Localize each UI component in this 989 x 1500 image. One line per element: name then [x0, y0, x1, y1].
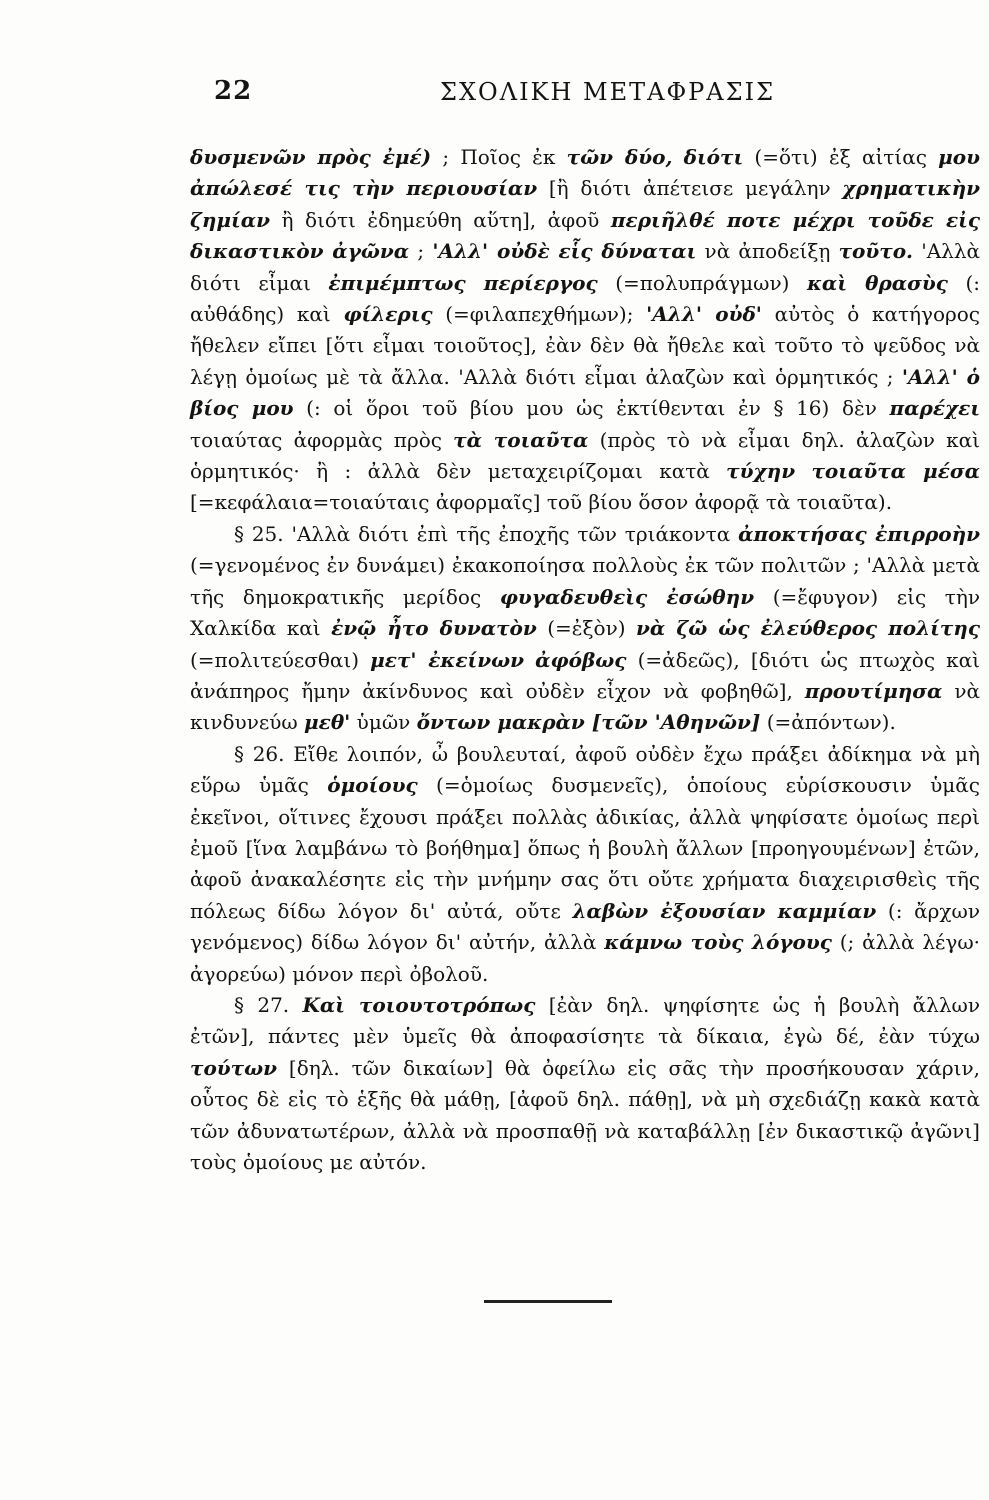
- bold-phrase: μετ' ἐκείνων: [370, 647, 525, 672]
- text-run: (=φιλαπεχθήμων);: [432, 302, 647, 327]
- bold-phrase: κάμνω τοὺς λόγους: [604, 930, 832, 955]
- text-run: § 27.: [234, 992, 303, 1017]
- text-run: § 26. Εἴθε λοιπόν, ὦ βουλευταί, ἀφοῦ οὐδὲν ἔχω πράξει ἀδίκημα νὰ μὴ εὕρω ὑμᾶς: [190, 741, 980, 798]
- text-run: (=πολιτεύεσθαι): [190, 647, 371, 672]
- bold-phrase: λαβὼν ἐξουσίαν καμμίαν: [572, 898, 877, 923]
- text-run: [524, 648, 535, 672]
- bold-phrase: δυσμενῶν πρὸς ἐμέ): [190, 145, 432, 169]
- bold-phrase: 'Αλλ' οὐδ': [646, 302, 762, 327]
- bold-phrase: φυγαδευθεὶς ἐσώθην: [499, 584, 755, 609]
- text-run: ἢ διότι ἐδημεύθη αὕτη], ἀφοῦ: [269, 207, 611, 232]
- bold-phrase: παρέχει: [889, 396, 980, 421]
- text-run: αὐτὸς ὁ κατήγορος ἤθελεν εἴπει [ὅτι εἶμαι τοιοῦτος], ἐὰν δὲν θὰ ἤθελε καὶ τοῦτο τὸ ψεῦδος νὰ λέγῃ ὁμοίως μὲ τὰ ἄλλα. 'Αλλὰ διότι εἶμαι ἀλαζὼν καὶ ὁρμητικός ;: [190, 302, 980, 389]
- bold-phrase: τῶν δύο,: [566, 145, 673, 169]
- running-title: ΣΧΟΛΙΚΗ ΜΕΤΑΦΡΑΣΙΣ: [440, 78, 776, 106]
- text-run: ;: [409, 239, 433, 264]
- bold-phrase: διότι: [683, 145, 744, 169]
- bold-phrase: ὁμοίους: [327, 773, 418, 798]
- page-header: [0, 76, 989, 116]
- bold-phrase: φίλερις: [343, 302, 433, 327]
- paragraph-26: [190, 739, 980, 990]
- text-run: (; ἀλλὰ λέγω· ἀγορεύω) μόνον περὶ ὀβολοῦ.: [190, 930, 980, 986]
- bold-phrase: ἐνῷ ἦτο δυνατὸν: [331, 616, 537, 641]
- page-number: 22: [214, 76, 253, 106]
- text-run: [=κεφάλαια=τοιαύταις ἀφορμαῖς] τοῦ βίου ὅσον ἀφορᾷ τὰ τοιαῦτα).: [190, 490, 893, 515]
- text-run: (=γενομένος ἐν δυνάμει) ἐκακοποίησα πολλοὺς ἐκ τῶν πολιτῶν ; 'Αλλὰ μετὰ τῆς δημοκρατικῆς μερίδος: [190, 553, 980, 609]
- text-run: νὰ κινδυνεύω: [190, 678, 980, 735]
- text-run: νὰ ἀποδείξῃ: [696, 239, 839, 264]
- bold-phrase: τὰ τοιαῦτα: [453, 427, 589, 452]
- bold-phrase: τοῦτο.: [838, 239, 913, 264]
- text-run: (=ὅτι) ἐξ αἰτίας: [743, 145, 939, 169]
- bold-phrase: μου ἀπώλεσέ τις τὴν περιουσίαν: [190, 145, 981, 201]
- bold-phrase: 'Αλλ' οὐδὲ εἷς δύναται: [432, 239, 697, 264]
- bold-phrase: μεθ': [304, 710, 351, 735]
- page-body: [190, 142, 980, 1178]
- text-run: (πρὸς τὸ νὰ εἶμαι δηλ. ἀλαζὼν καὶ ὁρμητικός· ἢ : ἀλλὰ δὲν μεταχειρίζομαι κατὰ: [190, 427, 980, 484]
- bold-phrase: ὄντων μακρὰν [τῶν 'Αθηνῶν]: [416, 710, 761, 735]
- paragraph-1: [190, 142, 980, 519]
- text-run: (: αὐθάδης) καὶ: [190, 270, 981, 327]
- paragraph-27: [190, 990, 980, 1178]
- bold-phrase: Καὶ τοιουτοτρόπως: [302, 992, 536, 1017]
- paragraph-25: [190, 519, 980, 739]
- text-run: (=ἀπόντων).: [760, 710, 896, 735]
- text-run: (: οἱ ὅροι τοῦ βίου μου ὡς ἐκτίθενται ἐν § 16) δὲν: [293, 396, 890, 421]
- text-run: [ἐὰν δηλ. ψηφίσητε ὡς ἡ βουλὴ ἄλλων ἐτῶν], πάντες μὲν ὑμεῖς θὰ ἀποφασίσητε τὰ δίκαια, ἐγὼ δέ, ἐὰν τύχω: [190, 992, 980, 1049]
- text-run: 'Αλλὰ διότι εἶμαι: [190, 239, 981, 295]
- bold-phrase: χρηματικὴν ζημίαν: [190, 176, 980, 232]
- text-run: (: ἄρχων γενόμενος) δίδω λόγον δι' αὐτήν, ἀλλὰ: [190, 898, 981, 955]
- text-run: § 25. 'Αλλὰ διότι ἐπὶ τῆς ἐποχῆς τῶν τριάκοντα: [234, 521, 739, 546]
- text-run: [δηλ. τῶν δικαίων] θὰ ὀφείλω εἰς σᾶς τὴν προσήκουσαν χάριν, οὗτος δὲ εἰς τὸ ἑξῆς θὰ μάθῃ, [ἀφοῦ δηλ. πάθῃ], νὰ μὴ σχεδιάζῃ κακὰ κατὰ τῶν ἀδυνατωτέρων, ἀλλὰ νὰ προσπαθῇ νὰ καταβάλλῃ [ἐν δικαστικῷ ἀγῶνι] τοὺς ὁμοίους με αὐτόν.: [190, 1055, 980, 1174]
- bold-phrase: 'Αλλ' ὁ βίος μου: [190, 364, 980, 421]
- text-run: (=ὁμοίως δυσμενεῖς), ὁποίους εὑρίσκουσιν ὑμᾶς ἐκεῖνοι, οἵτινες ἔχουσι πράξει πολλὰς ἀδικίας, ἀλλὰ ψηφίσατε ὁμοίως περὶ ἐμοῦ [ἵνα λαμβάνω τὸ βοήθημα] ὅπως ἡ βουλὴ ἄλλων [προηγουμένων] ἐτῶν, ἀφοῦ ἀνακαλέσητε εἰς τὴν μνήμην σας ὅτι οὔτε χρήματα διαχειρισθεὶς τῆς πόλεως δίδω λόγον δι' αὐτά, οὔτε: [190, 773, 980, 923]
- text-run: ; Ποῖος ἐκ: [431, 145, 567, 169]
- text-run: (=ἔφυγον) εἰς τὴν Χαλκίδα καὶ: [190, 584, 981, 641]
- bold-phrase: ἐπιμέμπτως περίεργος: [328, 270, 598, 295]
- bold-phrase: τοιαῦτα μέσα: [811, 459, 980, 484]
- bold-phrase: ἀφόβως: [535, 647, 627, 672]
- bold-phrase: τούτων: [190, 1055, 278, 1080]
- section-end-rule: [484, 1300, 612, 1303]
- bold-phrase: καὶ θρασὺς: [806, 270, 948, 295]
- bold-phrase: τύχην: [726, 459, 796, 484]
- text-run: (=ἀδεῶς), [διότι ὡς πτωχὸς καὶ ἀνάπηρος ἤμην ἀκίνδυνος καὶ οὐδὲν εἶχον νὰ φοβηθῶ],: [190, 647, 980, 703]
- text-run: ὑμῶν: [350, 710, 417, 735]
- text-run: [ἢ διότι ἀπέτεισε μεγάλην: [537, 176, 843, 201]
- bold-phrase: ἀποκτήσας ἐπιρροὴν: [738, 521, 981, 546]
- text-run: [672, 145, 683, 169]
- text-run: τοιαύτας ἀφορμὰς πρὸς: [190, 427, 454, 452]
- text-run: [795, 459, 811, 483]
- text-run: (=πολυπράγμων): [597, 270, 807, 295]
- bold-phrase: προυτίμησα: [804, 678, 943, 703]
- text-run: (=ἐξὸν): [536, 616, 637, 641]
- bold-phrase: περιῆλθέ ποτε μέχρι τοῦδε εἰς δικαστικὸν ἀγῶνα: [190, 207, 980, 264]
- bold-phrase: νὰ ζῶ ὡς ἐλεύθερος πολίτης: [636, 616, 981, 641]
